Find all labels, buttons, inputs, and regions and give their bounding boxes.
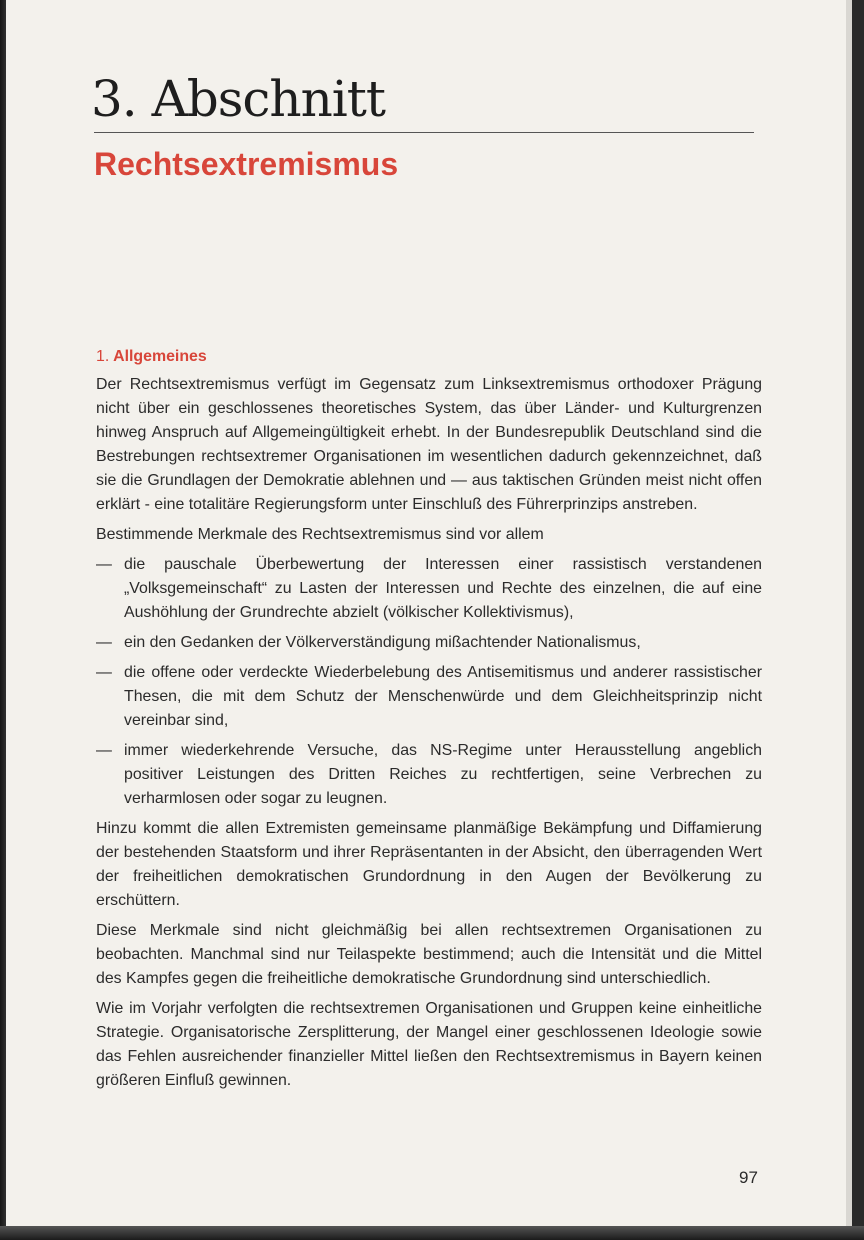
paragraph-strategy: Wie im Vorjahr verfolgten die rechtsextremen Organisationen und Gruppen keine einheitliche Strategie. Organisatorische Zersplitterung, der Mangel einer geschlossenen Ideologie sowie das Fehlen ausreichender finanzieller Mittel ließen den Rechtsextremismus in Bayern keinen größeren Einfluß gewinnen. (96, 1000, 762, 1089)
paragraph-defamation: Hinzu kommt die allen Extremisten gemeinsame planmäßige Bekämpfung und Diffamierung der bestehenden Staatsform und ihrer Repräsentanten in der Absicht, den überragenden Wert der freiheitlichen demokratischen Grundordnung in den Augen der Bevölkerung zu erschüttern. (96, 820, 762, 909)
section-title: Rechtsextremismus (94, 146, 399, 182)
paragraph-characteristics: Diese Merkmale sind nicht gleichmäßig bei allen rechtsextremen Organisationen zu beobachten. Manchmal sind nur Teilaspekte bestimmend; auch die Intensität und die Mittel des Kampfes gegen die freiheitliche demokratische Grundordnung sind unterschiedlich. (96, 922, 762, 987)
list-item: — immer wiederkehrende Versuche, das NS-Regime unter Herausstellung angeblich positiver Leistungen des Dritten Reiches zu rechtfertigen, seine Verbrechen zu verharmlosen oder sogar zu leugnen. (96, 739, 762, 811)
document-page (6, 0, 852, 1232)
heading-text: Allgemeines (113, 348, 207, 365)
body-text (96, 345, 762, 1099)
paragraph-intro: Der Rechtsextremismus verfügt im Gegensatz zum Linksextremismus orthodoxer Prägung nicht über ein geschlossenes theoretisches System, das über Länder- und Kulturgrenzen hinweg Anspruch auf Allgemeingültigkeit erhebt. In der Bundesrepublik Deutschland sind die Bestrebungen rechtsextremer Organisationen im wesentlichen dadurch gekennzeichnet, daß sie die Grundlagen der Demokratie ablehnen und — aus taktischen Gründen meist nicht offen erklärt - eine totalitäre Regierungsform unter Einschluß des Führerprinzips anstreben. (96, 376, 762, 513)
list-item: — ein den Gedanken der Völkerverständigung mißachtender Nationalismus, (96, 631, 762, 655)
subsection-heading (96, 345, 762, 369)
page-number: 97 (739, 1168, 758, 1187)
book-bottom-shadow (0, 1226, 864, 1240)
title-divider (94, 132, 754, 133)
heading-number: 1. (96, 348, 110, 365)
paragraph-list-lead: Bestimmende Merkmale des Rechtsextremismus sind vor allem (96, 526, 544, 543)
list-item: — die offene oder verdeckte Wiederbelebung des Antisemitismus und anderer rassistischer Thesen, die mit dem Schutz der Menschenwürde und dem Gleichheitsprinzip nicht vereinbar sind, (96, 661, 762, 733)
characteristics-list (96, 553, 762, 811)
list-item: — die pauschale Überbewertung der Interessen einer rassistisch verstandenen „Volksgemeinschaft“ zu Lasten der Interessen und Rechte des einzelnen, die auf eine Aushöhlung der Grundrechte abzielt (völkischer Kollektivismus), (96, 553, 762, 625)
chapter-title: 3. Abschnitt (91, 70, 385, 128)
